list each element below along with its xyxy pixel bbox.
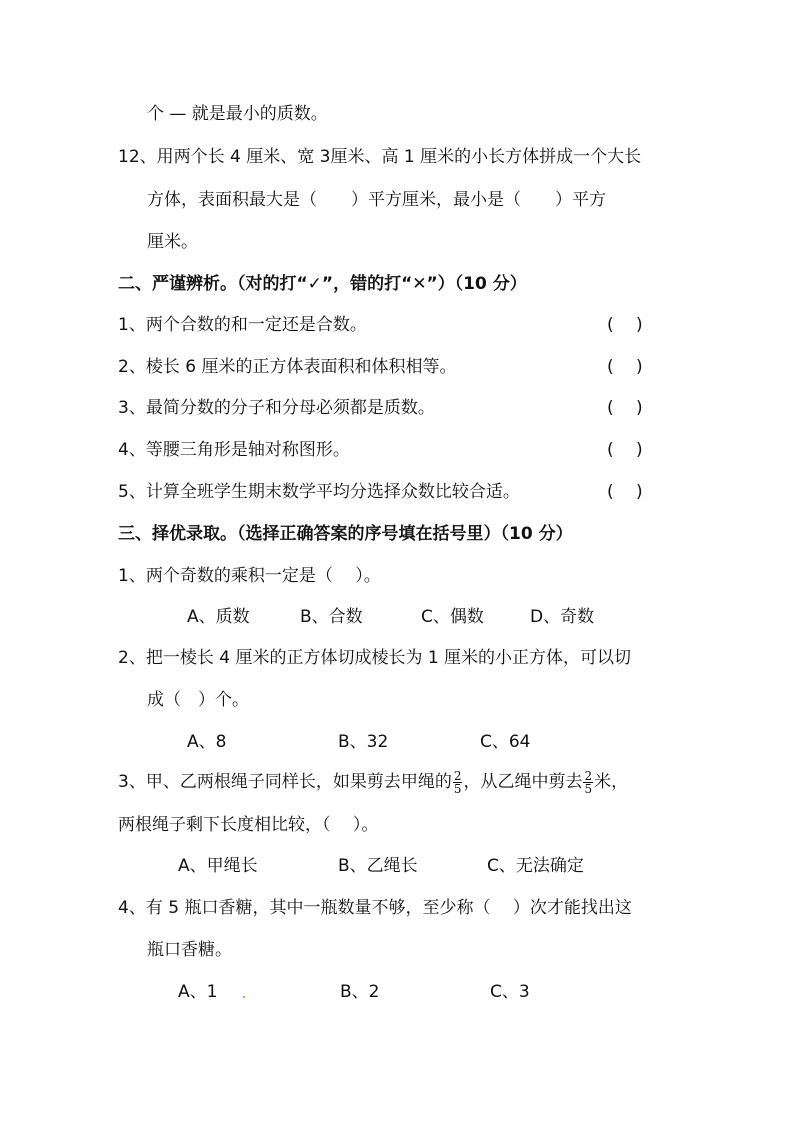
section-3-heading: 三、择优录取。（选择正确答案的序号填在括号里）（10 分） xyxy=(118,524,573,544)
judge-item-2: 2、棱长 6 厘米的正方体表面积和体积相等。 xyxy=(118,357,457,377)
option-a: A、甲绳长 xyxy=(178,856,258,876)
answer-paren: ( ) xyxy=(607,482,643,502)
judge-item-4: 4、等腰三角形是轴对称图形。 xyxy=(118,440,350,460)
choice-question-4-line-1: 4、有 5 瓶口香糖，其中一瓶数量不够，至少称（ ）次才能找出这 xyxy=(118,898,632,918)
choice-question-1: 1、两个奇数的乘积一定是（ ）。 xyxy=(118,566,381,586)
choice-question-2-line-2: 成（ ）个。 xyxy=(147,690,249,710)
section-2-heading: 二、严谨辨析。（对的打“✓”，错的打“✕”）（10 分） xyxy=(118,274,527,294)
fraction-numerator: 2 xyxy=(584,768,593,783)
answer-paren: ( ) xyxy=(607,398,643,418)
choice-question-3-line-1 xyxy=(118,765,628,799)
judge-item-1: 1、两个合数的和一定还是合数。 xyxy=(118,315,367,335)
option-a: A、8 xyxy=(187,732,227,752)
question-12-line-1: 12、用两个长 4 厘米、宽 3厘米、高 1 厘米的小长方体拼成一个大长 xyxy=(118,147,642,167)
option-b: B、合数 xyxy=(300,607,363,627)
judge-item-3: 3、最简分数的分子和分母必须都是质数。 xyxy=(118,398,435,418)
fraction-two-fifths xyxy=(583,770,593,795)
answer-paren: ( ) xyxy=(607,315,643,335)
fraction-denominator: 5 xyxy=(453,781,462,796)
text-line: 个 — 就是最小的质数。 xyxy=(147,104,328,124)
option-b: B、2 xyxy=(340,982,380,1002)
option-c: C、偶数 xyxy=(421,607,484,627)
q3-text-pre: 3、甲、乙两根绳子同样长，如果剪去甲绳的 xyxy=(118,772,452,792)
option-b: B、乙绳长 xyxy=(338,856,418,876)
choice-question-3-line-2: 两根绳子剩下长度相比较，（ ）。 xyxy=(118,815,379,835)
judge-item-5: 5、计算全班学生期末数学平均分选择众数比较合适。 xyxy=(118,482,520,502)
option-c: C、64 xyxy=(480,732,531,752)
choice-question-4-line-2: 瓶口香糖。 xyxy=(147,940,232,960)
option-a: A、质数 xyxy=(187,607,250,627)
q3-text-mid: ，从乙绳中剪去 xyxy=(463,772,583,792)
option-d: D、奇数 xyxy=(530,607,595,627)
fraction-denominator: 5 xyxy=(584,781,593,796)
choice-question-2-line-1: 2、把一棱长 4 厘米的正方体切成棱长为 1 厘米的小正方体，可以切 xyxy=(118,648,632,668)
option-a: A、1 xyxy=(178,982,218,1002)
fraction-two-fifths xyxy=(453,770,463,795)
option-c: C、无法确定 xyxy=(487,856,584,876)
answer-paren: ( ) xyxy=(607,440,643,460)
question-12-line-2: 方体，表面积最大是（ ）平方厘米，最小是（ ）平方 xyxy=(147,190,606,210)
stray-mark xyxy=(243,996,245,998)
option-b: B、32 xyxy=(338,732,389,752)
fraction-numerator: 2 xyxy=(453,768,462,783)
option-c: C、3 xyxy=(490,982,530,1002)
q3-text-post: 米， xyxy=(594,772,629,792)
answer-paren: ( ) xyxy=(607,357,643,377)
question-12-line-3: 厘米。 xyxy=(147,232,198,252)
